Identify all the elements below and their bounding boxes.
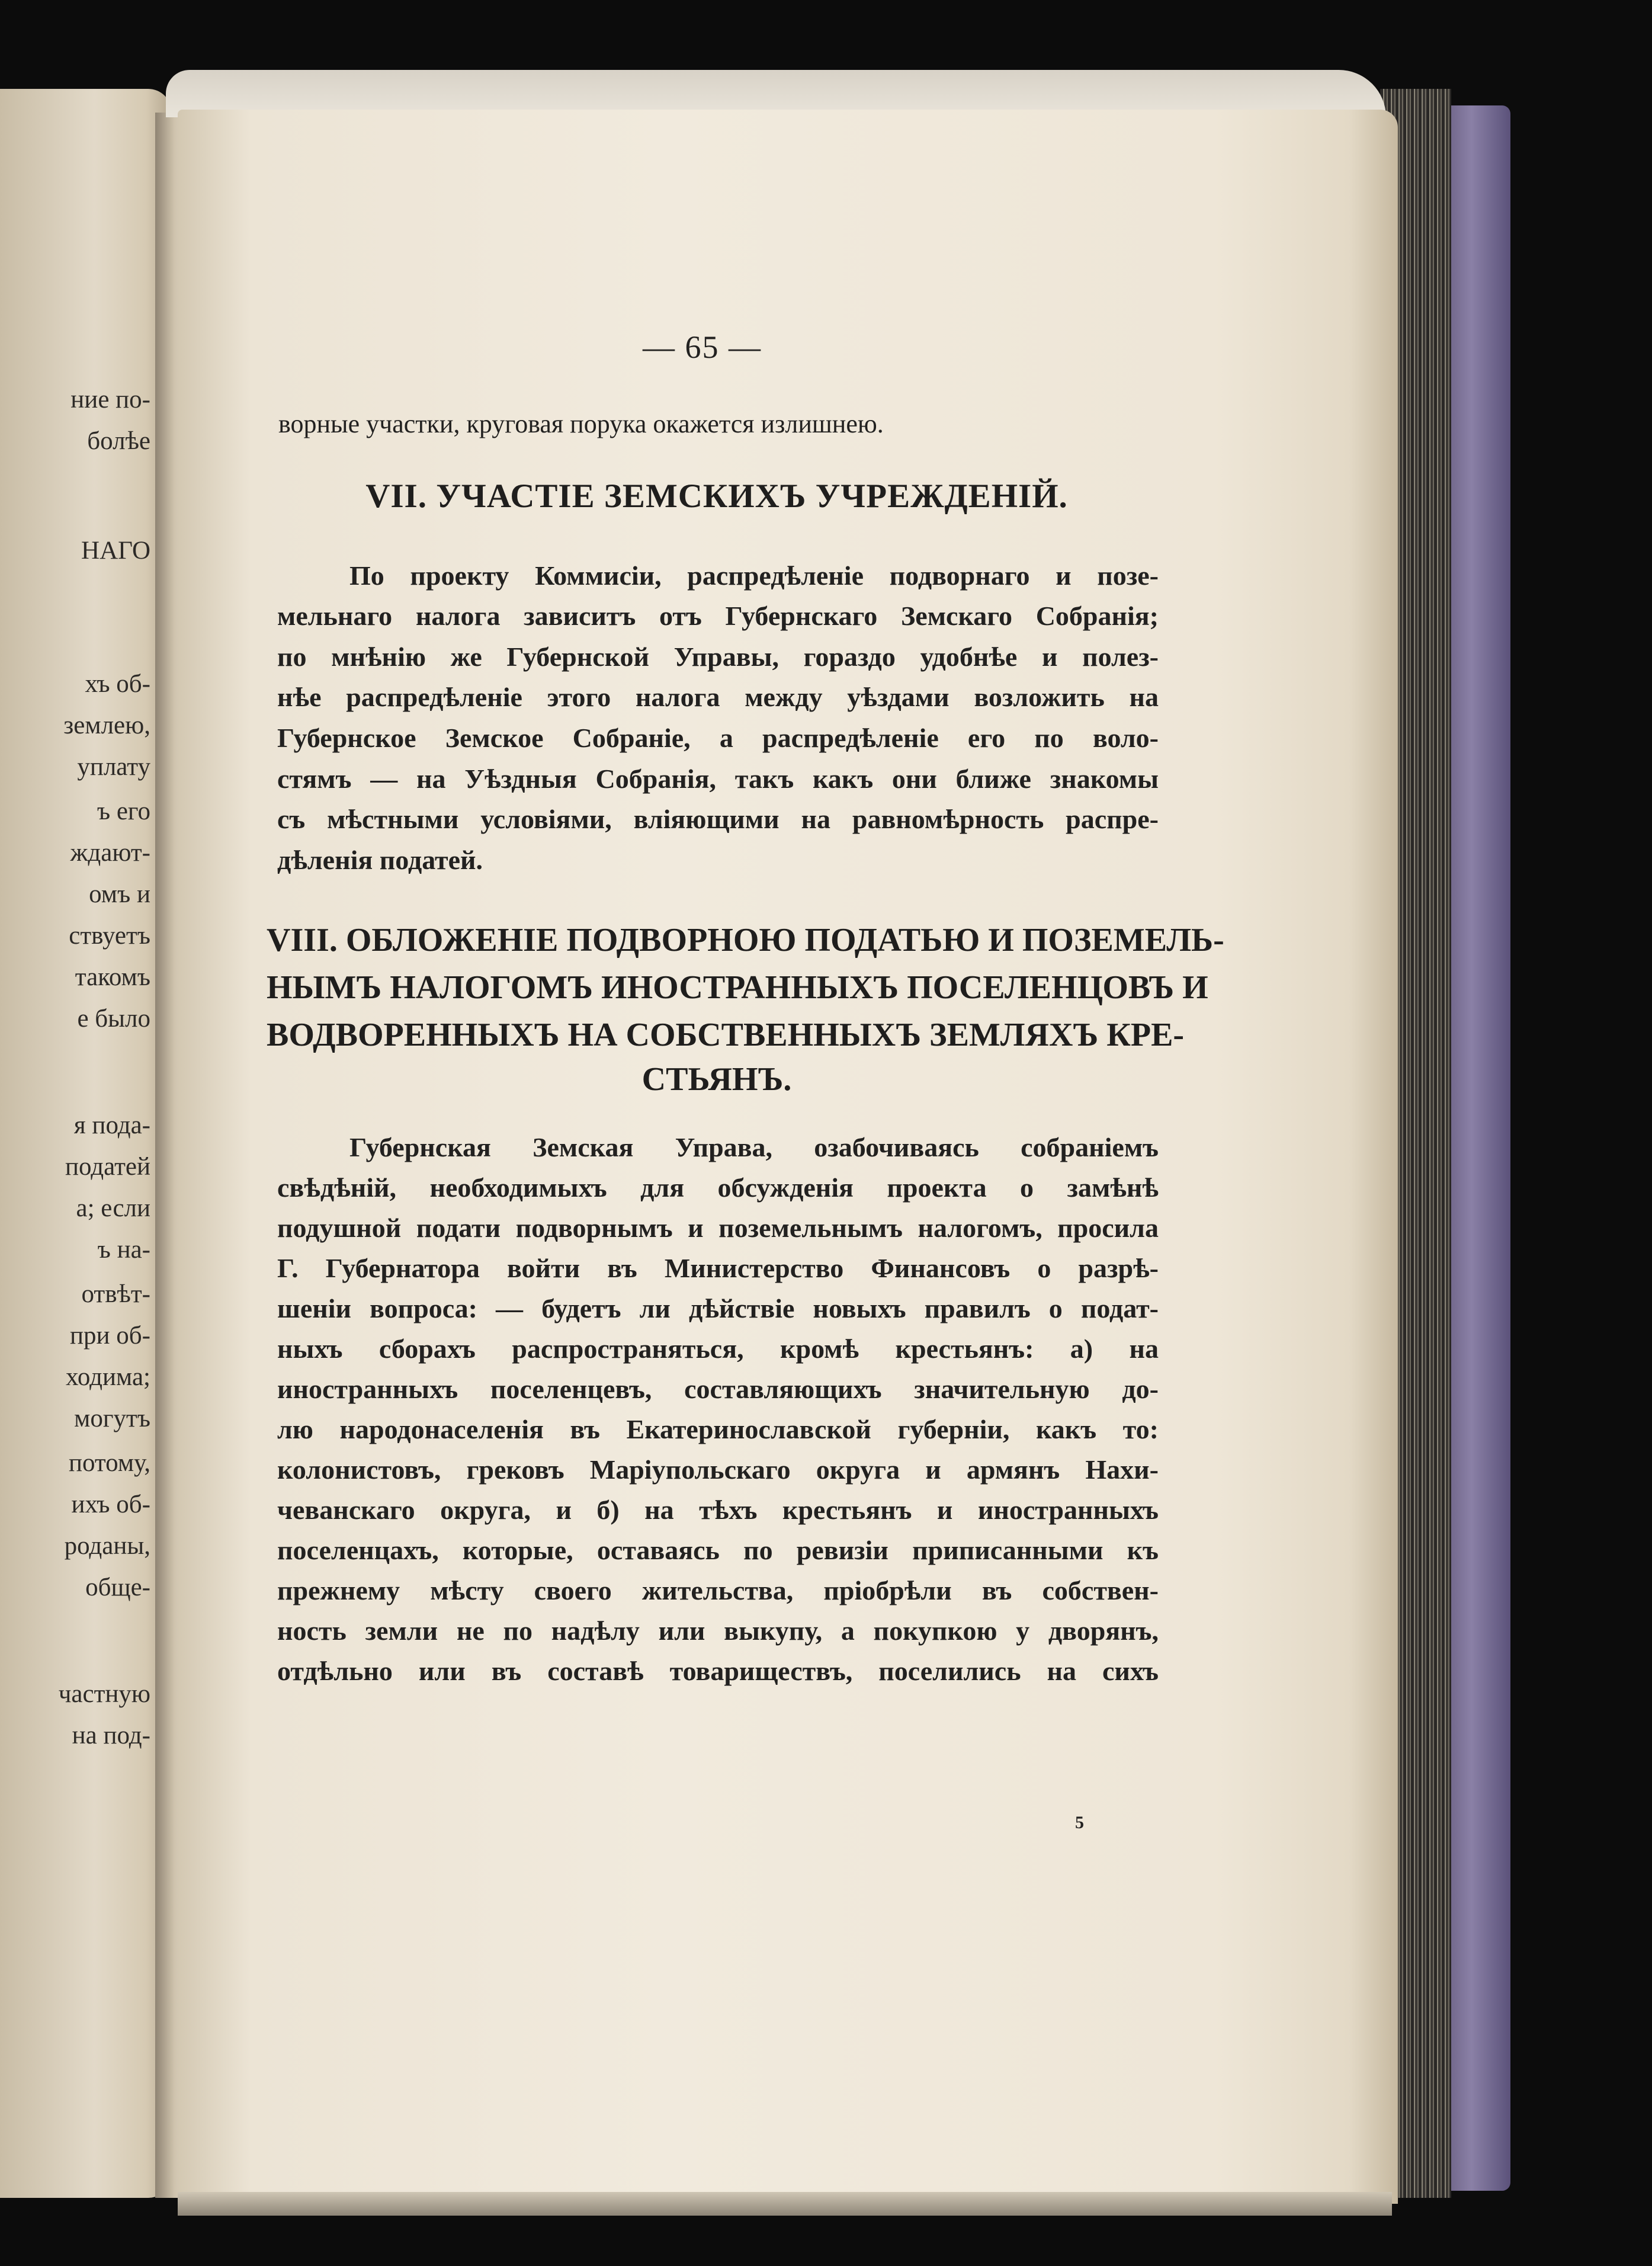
- left-page-line: землею,: [63, 711, 150, 739]
- left-page-line: е было: [77, 1005, 150, 1033]
- left-page-line: ствуетъ: [69, 922, 150, 950]
- paragraph-line: Губернская Земская Управа, озабочиваясь собраніемъ: [349, 1132, 1159, 1162]
- heading-line: СТЬЯНЪ.: [641, 1061, 792, 1098]
- paragraph-line: отдѣльно или въ составѣ товариществъ, поселились на сихъ: [277, 1656, 1159, 1686]
- left-page-line: податей: [65, 1153, 150, 1181]
- carry-over-line: ворные участки, круговая порука окажется излишнею.: [278, 409, 884, 438]
- paragraph-line: лю народонаселенія въ Екатеринославской губерніи, какъ то:: [277, 1414, 1159, 1444]
- paragraph-line: поселенцахъ, которые, оставаясь по ревизіи приписанными къ: [277, 1535, 1159, 1565]
- paragraph-line: По проекту Коммисіи, распредѣленіе подворнаго и позе-: [349, 560, 1159, 591]
- heading-line: VIII. ОБЛОЖЕНІЕ ПОДВОРНОЮ ПОДАТЬЮ И ПОЗЕМЕЛЬ-: [267, 922, 1224, 959]
- left-page-line: ихъ об-: [71, 1491, 150, 1518]
- paragraph-line: стямъ — на Уѣздныя Собранія, такъ какъ они ближе знакомы: [277, 764, 1159, 794]
- paragraph-line: нѣе распредѣленіе этого налога между уѣздами возложить на: [277, 682, 1159, 712]
- paragraph-line: Г. Губернатора войти въ Министерство Финансовъ о разрѣ-: [277, 1253, 1159, 1283]
- paragraph-line: по мнѣнію же Губернской Управы, гораздо удобнѣе и полез-: [277, 642, 1159, 672]
- left-page-line: ждают-: [70, 839, 150, 867]
- paragraph-line: колонистовъ, грековъ Маріупольскаго округа и армянъ Нахи-: [277, 1454, 1159, 1485]
- left-page: [0, 89, 172, 2198]
- paragraph-line: шеніи вопроса: — будетъ ли дѣйствіе новыхъ правилъ о подат-: [277, 1293, 1159, 1323]
- left-page-line: на под-: [72, 1722, 150, 1749]
- paragraph-line: подушной подати подворнымъ и поземельнымъ налогомъ, просила: [277, 1213, 1159, 1243]
- left-page-line: при об-: [70, 1322, 150, 1350]
- paragraph-line: свѣдѣній, необходимыхъ для обсужденія проекта о замѣнѣ: [277, 1172, 1159, 1203]
- signature-mark: 5: [1075, 1813, 1084, 1832]
- left-page-line: ъ на-: [97, 1236, 150, 1264]
- paragraph-line: дѣленія податей.: [277, 845, 483, 875]
- left-page-line: ходима;: [66, 1363, 150, 1391]
- page-number: — 65 —: [643, 329, 762, 365]
- left-page-line: хъ об-: [85, 670, 150, 698]
- page-bottom-edge: [178, 2192, 1392, 2216]
- left-page-line: такомъ: [75, 963, 150, 991]
- left-page-line: болѣе: [87, 427, 150, 455]
- book-cover-edge: [1445, 105, 1510, 2191]
- left-page-line: роданы,: [64, 1532, 150, 1560]
- left-page-line: уплату: [77, 753, 150, 781]
- paragraph-line: съ мѣстными условіями, вліяющими на равномѣрность распре-: [277, 804, 1159, 834]
- heading-line: НЫМЪ НАЛОГОМЪ ИНОСТРАННЫХЪ ПОСЕЛЕНЦОВЪ И: [267, 969, 1208, 1006]
- paragraph-line: иностранныхъ поселенцевъ, составляющихъ значительную до-: [277, 1374, 1159, 1404]
- left-page-line: НАГО: [81, 537, 150, 565]
- left-page-line: а; если: [76, 1194, 150, 1222]
- paragraph-line: мельнаго налога зависитъ отъ Губернскаго Земскаго Собранія;: [277, 601, 1159, 631]
- heading-line: ВОДВОРЕННЫХЪ НА СОБСТВЕННЫХЪ ЗЕМЛЯХЪ КРЕ-: [267, 1017, 1185, 1053]
- paragraph-line: чеванскаго округа, и б) на тѣхъ крестьянъ и иностранныхъ: [277, 1495, 1159, 1525]
- left-page-line: омъ и: [89, 880, 150, 908]
- left-page-line: ние по-: [70, 386, 150, 414]
- left-page-line: обще-: [85, 1573, 150, 1601]
- left-page-line: потому,: [68, 1449, 150, 1477]
- paragraph-line: Губернское Земское Собраніе, а распредѣленіе его по воло-: [277, 723, 1159, 753]
- left-page-line: могутъ: [74, 1405, 150, 1432]
- paragraph-line: ность земли не по надѣлу или выкупу, а покупкою у дворянъ,: [277, 1616, 1159, 1646]
- left-page-line: отвѣт-: [81, 1280, 150, 1308]
- paragraph-line: прежнему мѣсту своего жительства, пріобрѣли въ собствен-: [277, 1575, 1159, 1605]
- left-page-line: частную: [58, 1680, 150, 1708]
- left-page-line: я пода-: [73, 1111, 150, 1139]
- section-heading-vii: VII. УЧАСТІЕ ЗЕМСКИХЪ УЧРЕЖДЕНІЙ.: [365, 477, 1068, 515]
- left-page-line: ъ его: [97, 797, 150, 825]
- paragraph-line: ныхъ сборахъ распространяться, кромѣ крестьянъ: а) на: [277, 1334, 1159, 1364]
